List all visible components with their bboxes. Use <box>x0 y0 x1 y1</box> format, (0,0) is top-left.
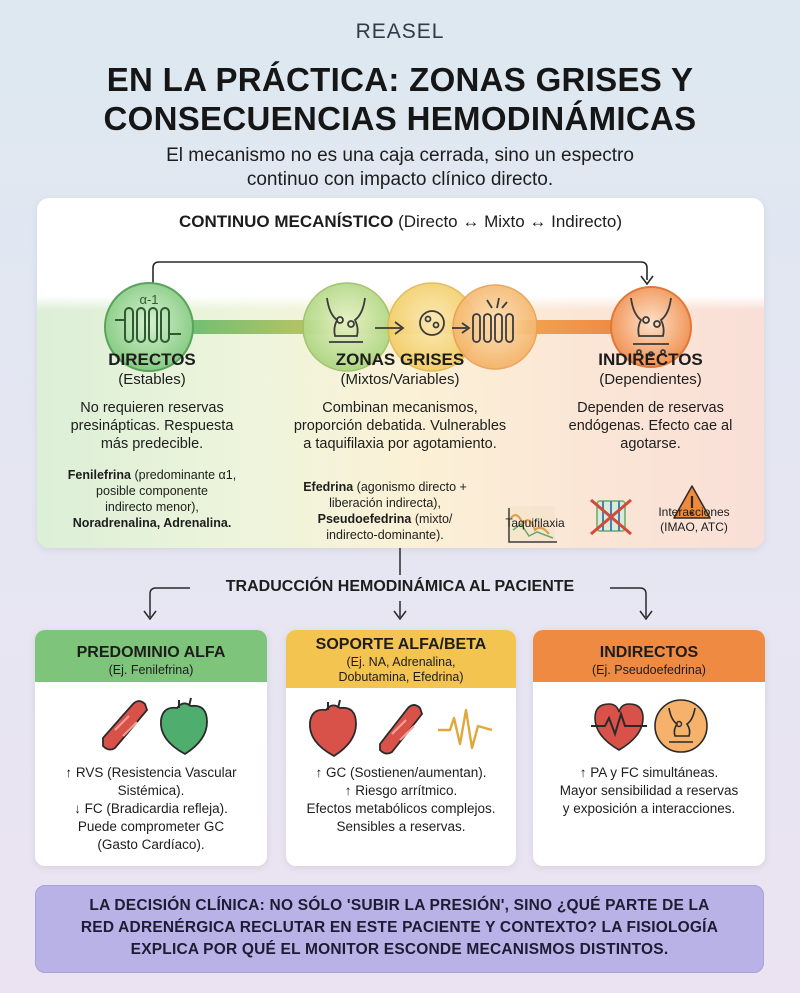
brand-label: REASEL <box>355 20 445 43</box>
banner-line: EXPLICA POR QUÉ EL MONITOR ESCONDE MECANISMOS DISTINTOS. <box>130 941 669 958</box>
card-line: ↑ RVS (Resistencia Vascular <box>65 765 237 780</box>
desc-line: endógenas. Efecto cae al <box>568 418 733 434</box>
card-alpha-beta-body <box>286 764 516 836</box>
card-line: ↑ PA y FC simultáneas. <box>579 765 719 780</box>
card-line: Mayor sensibilidad a reservas <box>559 783 739 798</box>
desc-line: agotarse. <box>620 436 681 452</box>
drug-name: Fenilefrina <box>67 468 131 482</box>
column-indirect-sub: (Dependientes) <box>599 371 702 388</box>
card-line: ↑ Riesgo arrítmico. <box>344 783 458 798</box>
column-mixed <box>273 350 527 453</box>
banner-line: RED ADRENÉRGICA RECLUTAR EN ESTE PACIENTE Y CONTEXTO? LA FISIOLOGÍA <box>80 919 719 936</box>
blood-vessel-icon <box>103 701 147 750</box>
example-line <box>295 511 475 527</box>
translation-label: TRADUCCIÓN HEMODINÁMICA AL PACIENTE <box>225 578 575 595</box>
desc-line: Combinan mecanismos, <box>322 400 478 416</box>
blood-vessel-icon <box>380 705 422 754</box>
column-direct <box>47 350 257 531</box>
column-indirect <box>543 350 758 453</box>
column-indirect-heading: INDIRECTOS <box>598 350 703 369</box>
continuum-bracket-arrow <box>153 262 647 286</box>
card-alpha-icons <box>95 696 215 758</box>
card-alpha-beta <box>286 630 516 866</box>
receptor-label: α-1 <box>139 292 159 307</box>
card-alpha-beta-icons <box>306 698 496 760</box>
example-line <box>47 467 257 483</box>
card-line: Efectos metabólicos complejos. <box>306 801 496 816</box>
banner-line: LA DECISIÓN CLÍNICA: NO SÓLO 'SUBIR LA PRESIÓN', SINO ¿QUÉ PARTE DE LA <box>89 897 710 914</box>
card-alpha-title: PREDOMINIO ALFA <box>76 644 226 661</box>
example-line: indirecto-dominante). <box>326 528 444 542</box>
page-title <box>0 60 800 138</box>
card-alpha <box>35 630 267 866</box>
card-line: Puede comprometer GC <box>77 819 225 834</box>
tachyphylaxis-label: Taquifilaxia <box>505 516 565 530</box>
desc-line: No requieren reservas <box>80 400 224 416</box>
example-line: liberación indirecta), <box>329 496 441 510</box>
desc-line: más predecible. <box>100 436 204 452</box>
interactions-label <box>649 505 739 535</box>
desc-line: presinápticas. Respuesta <box>70 418 234 434</box>
column-mixed-sub: (Mixtos/Variables) <box>340 371 460 388</box>
continuum-label-bold: CONTINUO MECANÍSTICO <box>178 212 394 231</box>
page-subtitle <box>0 144 800 192</box>
card-alpha-beta-title: SOPORTE ALFA/BETA <box>315 636 487 653</box>
presynaptic-terminal-icon <box>655 700 707 752</box>
drug-note: (mixto/ <box>411 512 453 526</box>
interactions-line: (IMAO, ATC) <box>660 520 728 534</box>
card-alpha-beta-sub: Dobutamina, Efedrina) <box>338 670 464 684</box>
card-indirect-body <box>533 764 765 818</box>
drug-name: Pseudoefedrina <box>317 512 412 526</box>
column-direct-desc <box>47 399 257 453</box>
card-line: Sistémica). <box>117 783 185 798</box>
card-line: (Gasto Cardíaco). <box>97 837 205 852</box>
column-mixed-examples <box>295 479 475 543</box>
desc-line: proporción debatida. Vulnerables <box>293 418 507 434</box>
clinical-decision-banner <box>35 885 764 973</box>
heart-icon <box>310 700 356 756</box>
example-line <box>47 515 257 531</box>
column-mixed-heading: ZONAS GRISES <box>335 350 465 369</box>
card-alpha-beta-header <box>286 630 516 688</box>
card-indirect-header <box>533 630 765 682</box>
interactions-line: Interacciones <box>658 505 730 519</box>
card-indirect-sub: (Ej. Pseudoefedrina) <box>592 663 706 677</box>
column-direct-sub: (Estables) <box>118 371 186 388</box>
column-indirect-desc <box>543 399 758 453</box>
desc-line: Dependen de reservas <box>577 400 724 416</box>
blocked-receptor-icon <box>591 500 631 534</box>
ecg-wave-icon <box>438 710 492 748</box>
subtitle-line-1: El mecanismo no es una caja cerrada, sino un espectro <box>166 145 634 166</box>
card-indirect-title: INDIRECTOS <box>599 644 699 661</box>
example-line: indirecto menor), <box>105 500 199 514</box>
column-mixed-desc <box>273 399 527 453</box>
example-line <box>295 479 475 495</box>
card-alpha-beta-sub: (Ej. NA, Adrenalina, <box>346 655 456 669</box>
card-line: ↓ FC (Bradicardia refleja). <box>74 801 228 816</box>
drug-name: Noradrenalina, Adrenalina. <box>72 516 232 530</box>
card-indirect <box>533 630 765 866</box>
title-line-1: EN LA PRÁCTICA: ZONAS GRISES Y <box>106 61 694 98</box>
heart-pulse-icon <box>591 704 647 750</box>
subtitle-line-2: continuo con impacto clínico directo. <box>246 169 554 190</box>
card-line: Sensibles a reservas. <box>336 819 466 834</box>
example-line: posible componente <box>96 484 208 498</box>
card-indirect-icons <box>591 696 711 758</box>
continuum-panel <box>37 198 764 548</box>
card-alpha-body <box>35 764 267 854</box>
card-alpha-sub: (Ej. Fenilefrina) <box>108 663 194 677</box>
heart-icon <box>161 698 207 754</box>
desc-line: a taquifilaxia por agotamiento. <box>303 436 497 452</box>
title-line-2: CONSECUENCIAS HEMODINÁMICAS <box>103 100 697 137</box>
column-direct-heading: DIRECTOS <box>108 350 196 369</box>
drug-note: (agonismo directo + <box>353 480 467 494</box>
card-alpha-header <box>35 630 267 682</box>
continuum-label-rest: (Directo ↔ Mixto ↔ Indirecto) <box>398 212 622 231</box>
column-direct-examples <box>47 467 257 531</box>
drug-name: Efedrina <box>303 480 354 494</box>
card-line: ↑ GC (Sostienen/aumentan). <box>315 765 487 780</box>
drug-note: (predominante α1, <box>131 468 237 482</box>
card-line: y exposición a interacciones. <box>562 801 736 816</box>
